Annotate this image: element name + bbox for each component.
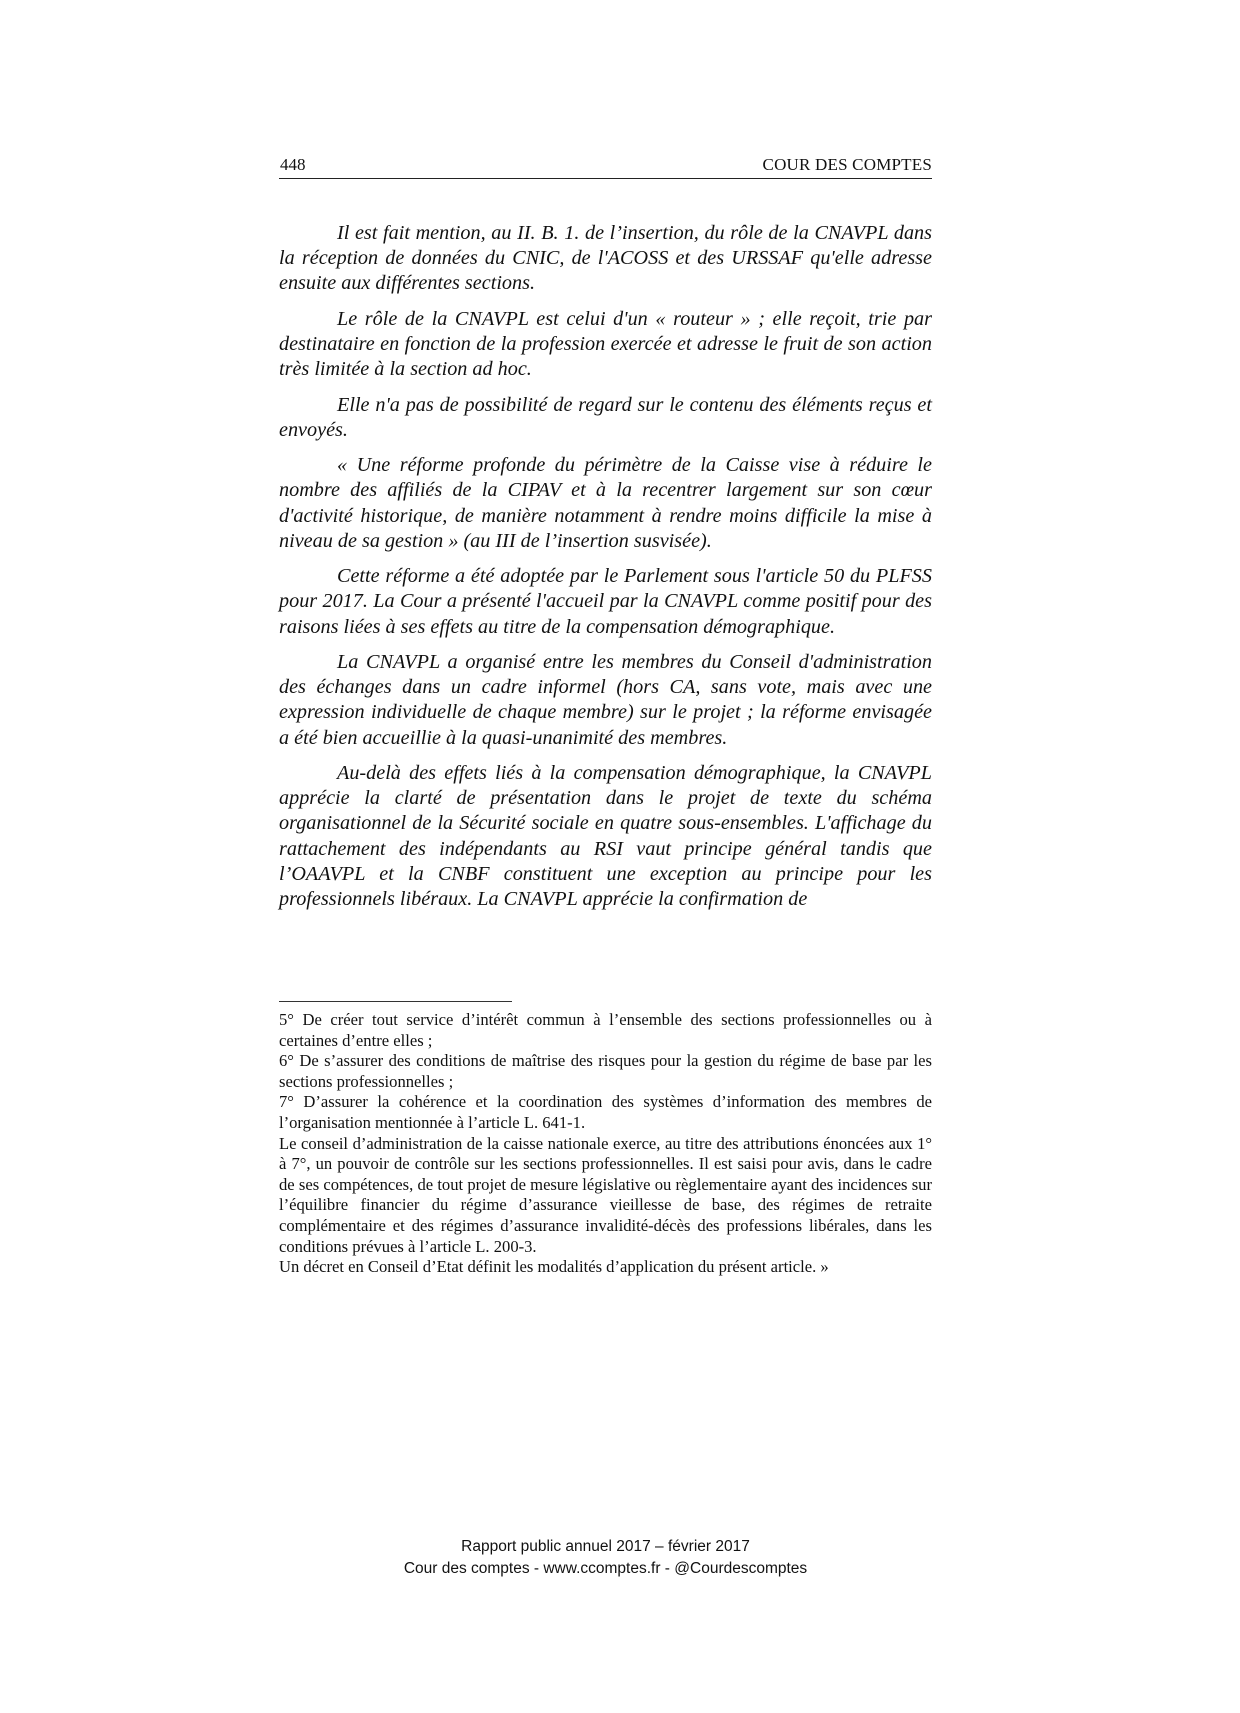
running-header <box>279 146 932 179</box>
body-paragraph: Cette réforme a été adoptée par le Parlement sous l'article 50 du PLFSS pour 2017. La Cour a présenté l'accueil par la CNAVPL comme positif pour des raisons liées à ses effets au titre de la compensation démographique. <box>279 565 932 638</box>
footer-report-title: Rapport public annuel 2017 – février 2017 <box>461 1538 750 1555</box>
body-paragraph: Il est fait mention, au II. B. 1. de l’insertion, du rôle de la CNAVPL dans la réception de données du CNIC, de l'ACOSS et des URSSAF qu'elle adresse ensuite aux différentes sections. <box>279 222 932 295</box>
footnote-line: 7° D’assurer la cohérence et la coordination des systèmes d’information des membres de l’organisation mentionnée à l’article L. 641-1. <box>279 1092 932 1132</box>
page-footer <box>279 1536 932 1580</box>
body-paragraph: Le rôle de la CNAVPL est celui d'un « routeur » ; elle reçoit, trie par destinataire en fonction de la profession exercée et adresse le fruit de son action très limitée à la section ad hoc. <box>279 307 932 381</box>
running-title: COUR DES COMPTES <box>762 155 932 174</box>
page-number: 448 <box>280 155 306 174</box>
body-paragraph: La CNAVPL a organisé entre les membres du Conseil d'administration des échanges dans un cadre informel (hors CA, sans vote, mais avec une expression individuelle de chaque membre) sur le projet ; la réforme envisagée a été bien accueillie à la quasi-unanimité des membres. <box>279 650 932 749</box>
footnote-line: Le conseil d’administration de la caisse nationale exerce, au titre des attributions énoncées aux 1° à 7°, un pouvoir de contrôle sur les sections professionnelles. Il est saisi pour avis, dans le cadre de ses compétences, de tout projet de mesure législative ou règlementaire ayant des incidences sur l’équilibre financier du régime d’assurance vieillesse de base, des régimes de retraite complémentaire et des régimes d’assurance invalidité-décès des professions libérales, dans les conditions prévues à l’article L. 200-3. <box>279 1133 932 1256</box>
footnote-separator <box>279 1001 512 1002</box>
body-text <box>279 221 932 922</box>
body-paragraph: Elle n'a pas de possibilité de regard sur le contenu des éléments reçus et envoyés. <box>279 393 932 441</box>
footnote-line: Un décret en Conseil d’Etat définit les modalités d’application du présent article. » <box>279 1257 829 1277</box>
footer-publisher-line: Cour des comptes - www.ccomptes.fr - @Courdescomptes <box>403 1560 808 1577</box>
body-paragraph: Au-delà des effets liés à la compensation démographique, la CNAVPL apprécie la clarté de présentation dans le projet de texte du schéma organisationnel de la Sécurité sociale en quatre sous-ensembles. L'affichage du rattachement des indépendants au RSI vaut principe général tandis que l’OAAVPL et la CNBF constituent une exception au principe pour les professionnels libéraux. La CNAVPL apprécie la confirmation de <box>279 761 932 910</box>
footnote-line: 5° De créer tout service d’intérêt commun à l’ensemble des sections professionnelles ou à certaines d’entre elles ; <box>279 1010 932 1050</box>
footnote-line: 6° De s’assurer des conditions de maîtrise des risques pour la gestion du régime de base par les sections professionnelles ; <box>279 1051 932 1091</box>
body-paragraph: « Une réforme profonde du périmètre de la Caisse vise à réduire le nombre des affiliés de la CIPAV et à la recentrer largement sur son cœur d'activité historique, de manière notamment à rendre moins difficile la mise à niveau de sa gestion » (au III de l’insertion susvisée). <box>279 454 932 552</box>
footnotes <box>279 1010 932 1278</box>
